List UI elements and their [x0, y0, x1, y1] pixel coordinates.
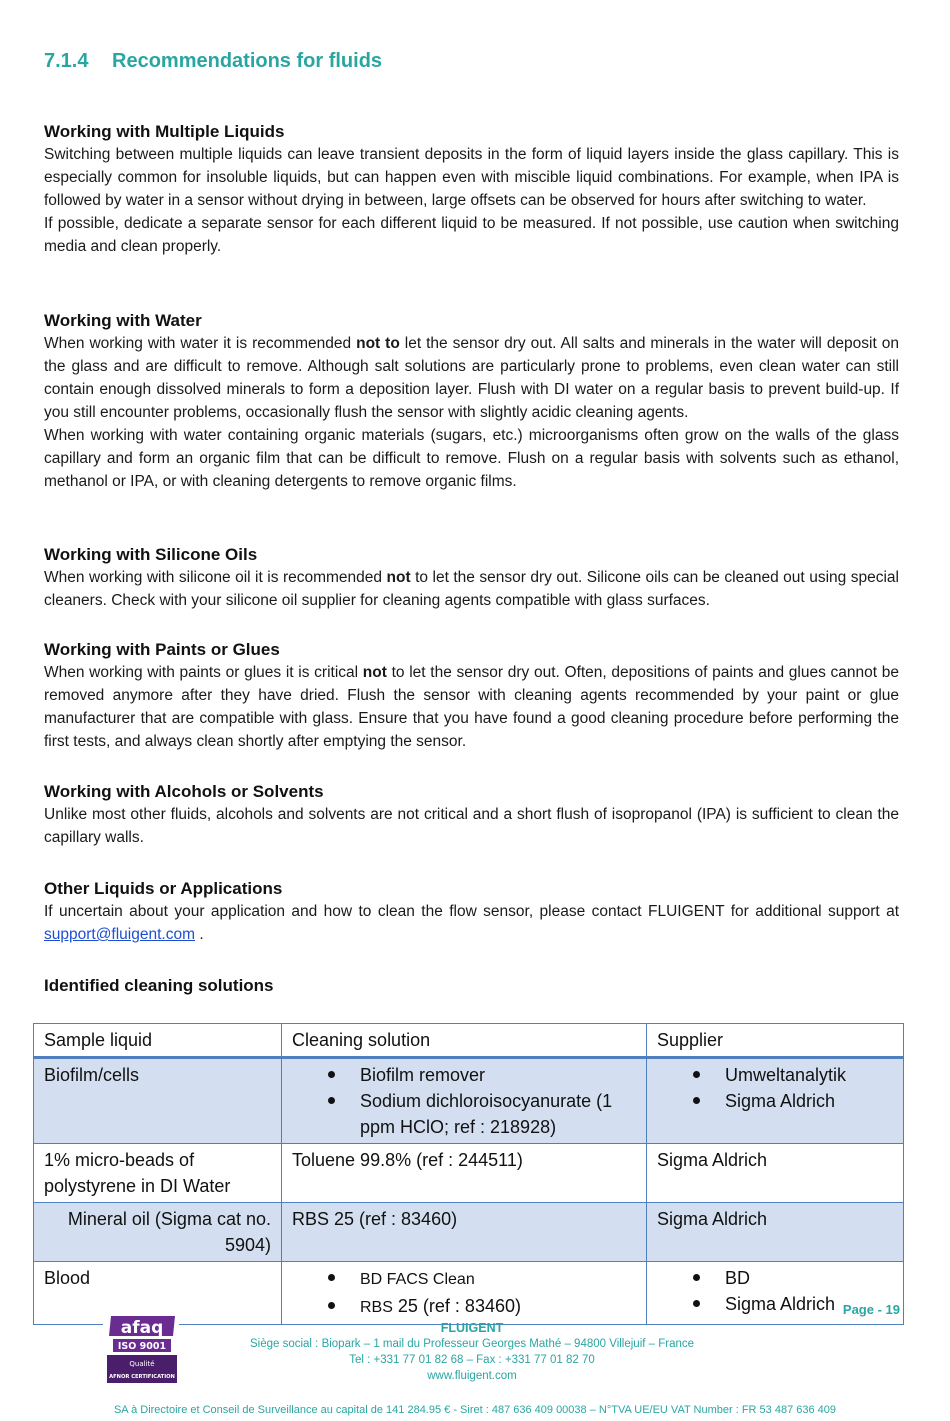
footer-phone: Tel : +331 77 01 82 68 – Fax : +331 77 01 82 70: [349, 1354, 595, 1366]
cleaning-solutions-table: [33, 1023, 904, 1325]
solution-list: [292, 1265, 636, 1321]
sample-cell: Mineral oil (Sigma cat no. 5904): [34, 1203, 282, 1262]
list-item: [292, 1265, 636, 1293]
other-heading: Other Liquids or Applications: [44, 879, 283, 898]
footer-company: FLUIGENT: [440, 1321, 504, 1335]
section-title: [44, 50, 382, 73]
water-section: [44, 309, 899, 493]
cleaning-heading: Identified cleaning solutions: [44, 976, 274, 995]
silicone-section: [44, 543, 899, 612]
supplier-cell: [647, 1058, 904, 1144]
list-item: BD: [657, 1265, 893, 1291]
text-run: let the sensor dry out. All salts and minerals in the water will deposit on the glass and are difficult to remove. Although salt solutions are particularly prone to problems, even clean water can still contain enough dissolved minerals to form a deposition layer. Flush with DI water on a regular basis to prevent build-up. If you still encounter problems, occasionally flush the sensor with slightly acidic cleaning agents.: [44, 335, 899, 421]
other-paragraph: [44, 900, 899, 946]
text-run: When working with paints or glues it is critical: [44, 664, 363, 681]
paints-paragraph: [44, 661, 899, 753]
paints-heading: Working with Paints or Glues: [44, 640, 280, 659]
list-item: Biofilm remover: [292, 1062, 636, 1088]
table-header-row: [34, 1024, 904, 1058]
solution-cell: [282, 1262, 647, 1325]
column-header-sample: Sample liquid: [34, 1024, 282, 1058]
solution-cell: RBS 25 (ref : 83460): [282, 1203, 647, 1262]
emphasis: not to: [356, 335, 400, 352]
text-run: When working with silicone oil it is recommended: [44, 569, 387, 586]
afaq-iso-logo: [103, 1314, 179, 1386]
list-item: Sodium dichloroisocyanurate (1 ppm HClO; ref : 218928): [292, 1088, 636, 1140]
column-header-cleaning: Cleaning solution: [282, 1024, 647, 1058]
list-item: Umweltanalytik: [657, 1062, 893, 1088]
footer-website: www.fluigent.com: [427, 1370, 517, 1382]
silicone-paragraph: [44, 566, 899, 612]
text-run: 25 (ref : 83460): [392, 1296, 521, 1316]
footer-legal: SA à Directoire et Conseil de Surveillance au capital de 141 284.95 € - Siret : 487 636 409 00038 – N°TVA UE/EU VAT Number : FR 53 487 636 409: [113, 1404, 837, 1416]
supplier-list: [657, 1062, 893, 1114]
alcohols-heading: Working with Alcohols or Solvents: [44, 782, 324, 801]
emphasis: not: [362, 664, 387, 681]
list-item: [292, 1293, 636, 1321]
table-row: [34, 1144, 904, 1203]
footer-address: Siège social : Biopark – 1 mail du Professeur Georges Mathé – 94800 Villejuif – France: [249, 1338, 695, 1350]
water-paragraph-1: [44, 332, 899, 424]
footer: [180, 1320, 764, 1384]
sample-cell: Biofilm/cells: [34, 1058, 282, 1144]
table-row: [34, 1058, 904, 1144]
text-run: RBS: [360, 1299, 393, 1316]
text-run: .: [195, 926, 204, 943]
water-paragraph-2: When working with water containing organic materials (sugars, etc.) microorganisms often grow on the walls of the glass capillary and form an organic film that can be difficult to remove. Flush on a regular basis with solvents such as ethanol, methanol or IPA, or with cleaning detergents to remove organic films.: [44, 427, 899, 490]
water-heading: Working with Water: [44, 311, 202, 330]
cleaning-heading-block: [44, 974, 899, 997]
solution-cell: Toluene 99.8% (ref : 244511): [282, 1144, 647, 1203]
text-run: If uncertain about your application and how to clean the flow sensor, please contact FLUIGENT for additional support at: [44, 903, 899, 920]
paints-section: [44, 638, 899, 753]
column-header-supplier: Supplier: [647, 1024, 904, 1058]
logo-quality-text: Qualité: [129, 1360, 155, 1368]
page-number: Page - 19: [842, 1302, 900, 1317]
list-item: Sigma Aldrich: [657, 1291, 893, 1317]
alcohols-section: [44, 780, 899, 849]
support-email-link[interactable]: support@fluigent.com: [44, 926, 196, 943]
logo-iso-text: ISO 9001: [117, 1341, 167, 1352]
sample-cell: Blood: [34, 1262, 282, 1325]
other-section: [44, 877, 899, 946]
supplier-cell: Sigma Aldrich: [647, 1144, 904, 1203]
emphasis: not: [386, 569, 411, 586]
text-run: to let the sensor dry out. Often, depositions of paints and glues cannot be removed anymore after they have dried. Flush the sensor with cleaning agents recommended by your paint or glue manufacturer that are compatible with glass. Ensure that you have found a good cleaning procedure before performing the first tests, and always clean shortly after emptying the sensor.: [44, 664, 899, 750]
multiple-liquids-section: [44, 120, 899, 258]
alcohols-paragraph: Unlike most other fluids, alcohols and solvents are not critical and a short flush of isopropanol (IPA) is sufficient to clean the capillary walls.: [44, 806, 899, 846]
text-run: to let the sensor dry out. Silicone oils can be cleaned out using special cleaners. Check with your silicone oil supplier for cleaning agents compatible with glass surfaces.: [44, 569, 899, 609]
logo-org-text: AFNOR CERTIFICATION: [109, 1374, 175, 1380]
supplier-cell: Sigma Aldrich: [647, 1203, 904, 1262]
text-run: BD FACS Clean: [360, 1271, 475, 1288]
multiple-liquids-paragraph-1: Switching between multiple liquids can leave transient deposits in the form of liquid layers inside the glass capillary. This is especially common for insoluble liquids, but can happen even with miscible liquid combinations. For example, when IPA is followed by water in a sensor without drying in between, large offsets can be observed for hours after switching to water.: [44, 146, 899, 209]
sample-cell: 1% micro-beads of polystyrene in DI Water: [34, 1144, 282, 1203]
silicone-heading: Working with Silicone Oils: [44, 545, 258, 564]
solution-cell: [282, 1058, 647, 1144]
multiple-liquids-heading: Working with Multiple Liquids: [44, 122, 285, 141]
section-heading: Recommendations for fluids: [112, 50, 383, 72]
multiple-liquids-paragraph-2: If possible, dedicate a separate sensor for each different liquid to be measured. If not possible, use caution when switching media and clean properly.: [44, 215, 899, 255]
section-number: 7.1.4: [44, 50, 89, 72]
table-row: [34, 1203, 904, 1262]
logo-brand-text: afaq: [120, 1318, 164, 1338]
solution-list: [292, 1062, 636, 1140]
list-item: Sigma Aldrich: [657, 1088, 893, 1114]
text-run: When working with water it is recommended: [44, 335, 357, 352]
